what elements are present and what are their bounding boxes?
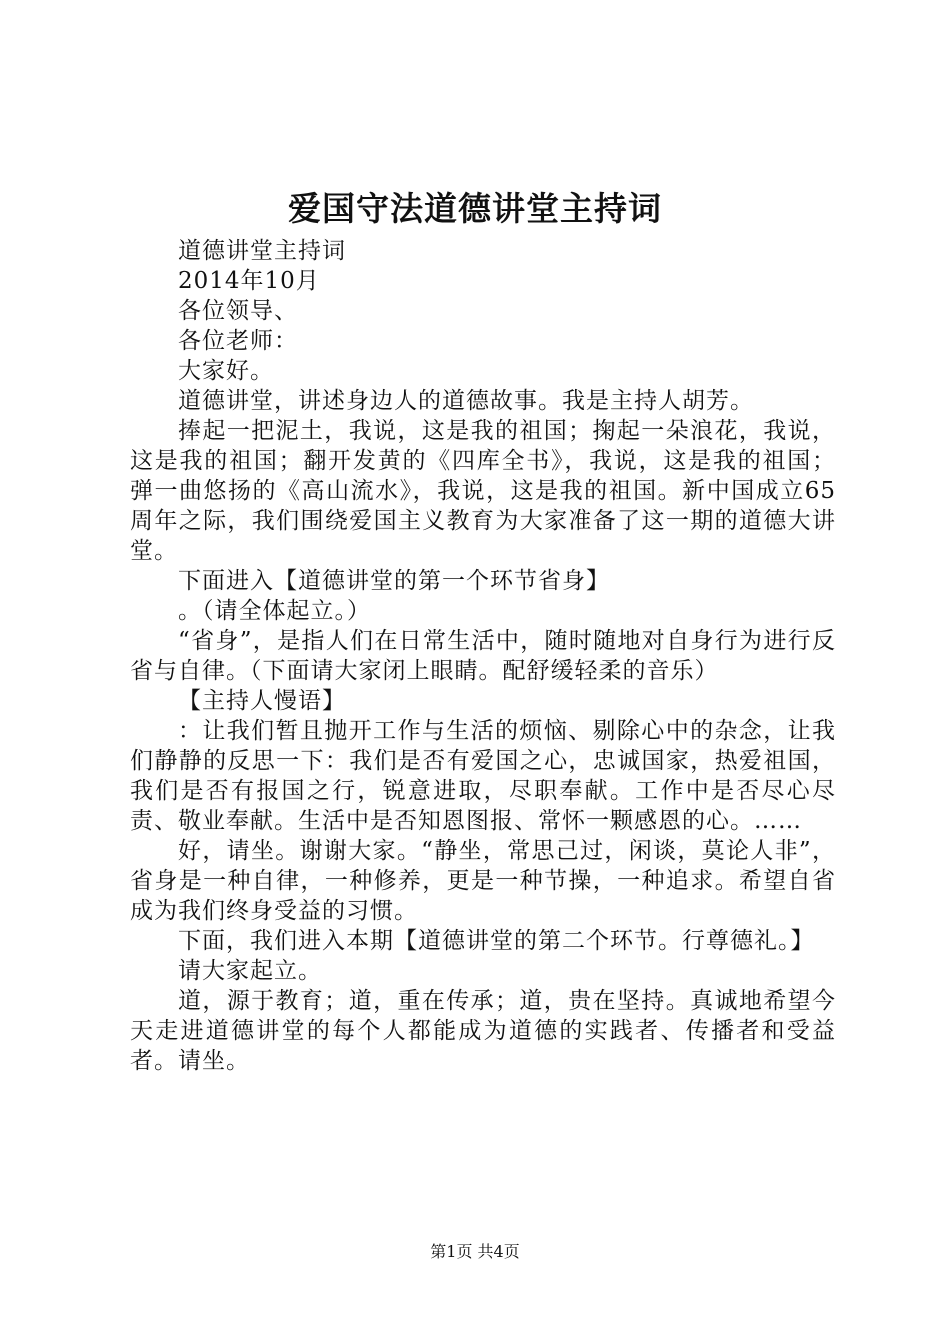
paragraph: ：让我们暂且抛开工作与生活的烦恼、剔除心中的杂念，让我们静静的反思一下：我们是否有爱国之心，忠诚国家，热爱祖国，我们是否有报国之行，锐意进取，尽职奉献。工作中是否尽心尽责、敬业奉献。生活中是否知恩图报、常怀一颗感恩的心。……	[130, 718, 836, 834]
paragraph: 下面，我们进入本期【道德讲堂的第二个环节。行尊德礼。】	[178, 928, 815, 954]
paragraph: “省身”，是指人们在日常生活中，随时随地对自身行为进行反省与自律。（下面请大家闭上眼睛。配舒缓轻柔的音乐）	[130, 628, 836, 684]
paragraph: 道，源于教育；道，重在传承；道，贵在坚持。真诚地希望今天走进道德讲堂的每个人都能成为道德的实践者、传播者和受益者。请坐。	[130, 988, 836, 1074]
paragraph: 各位领导、	[178, 298, 298, 324]
paragraph: 大家好。	[178, 358, 274, 384]
paragraph: 请大家起立。	[178, 958, 322, 984]
paragraph: 道德讲堂，讲述身边人的道德故事。我是主持人胡芳。	[178, 388, 754, 414]
document-title: 爱国守法道德讲堂主持词	[288, 189, 662, 228]
paragraph: 下面进入【道德讲堂的第一个环节省身】	[178, 568, 610, 594]
paragraph: 【主持人慢语】	[178, 688, 346, 714]
paragraph: 。（请全体起立。）	[178, 598, 371, 624]
paragraph: 捧起一把泥土，我说，这是我的祖国；掬起一朵浪花，我说，这是我的祖国；翻开发黄的《四库全书》，我说，这是我的祖国；弹一曲悠扬的《高山流水》，我说，这是我的祖国。新中国成立65周年之际，我们围绕爱国主义教育为大家准备了这一期的道德大讲堂。	[130, 418, 836, 564]
page-footer: 第1页 共4页	[430, 1242, 520, 1261]
paragraph: 好，请坐。谢谢大家。“静坐，常思己过，闲谈，莫论人非”，省身是一种自律，一种修养，更是一种节操，一种追求。希望自省成为我们终身受益的习惯。	[130, 838, 836, 924]
paragraph: 各位老师：	[178, 328, 298, 354]
document-body	[130, 236, 836, 1076]
paragraph: 道德讲堂主持词	[178, 238, 346, 264]
paragraph: 2014年10月	[178, 268, 320, 294]
